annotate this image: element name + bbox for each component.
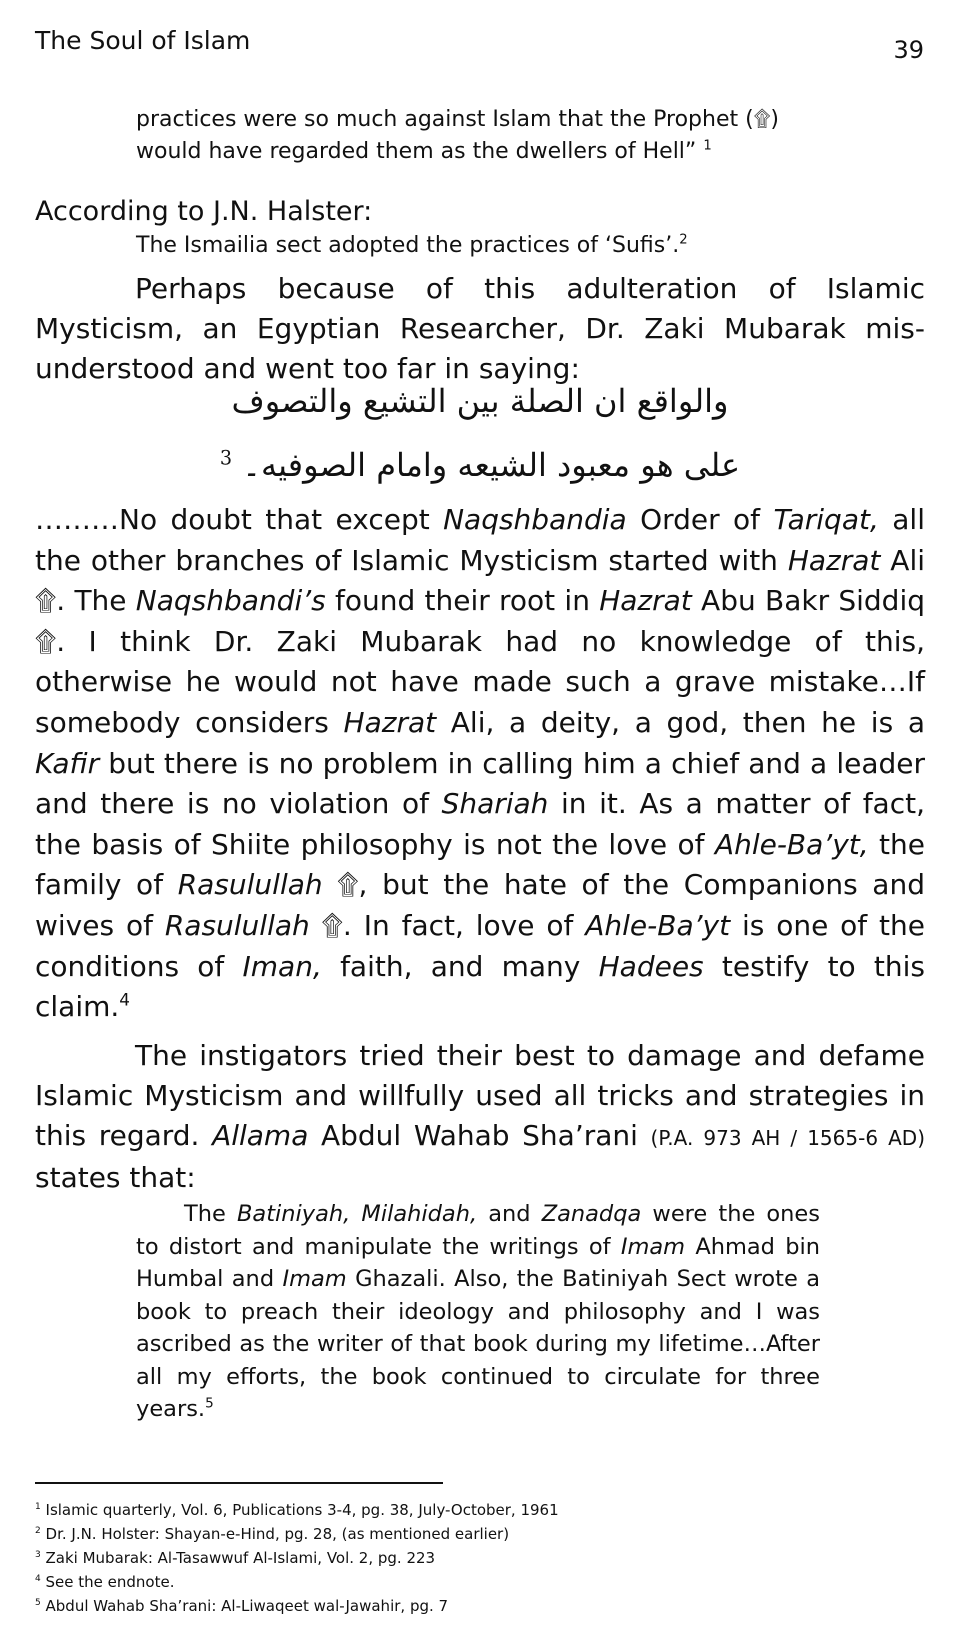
- p3-text: The instigators tried their best to damage and defame Islamic Mysticism and willfully used all tricks and strategies in this regard.: [35, 1039, 925, 1152]
- p2-text: ………No doubt that except: [35, 503, 444, 536]
- quote-2-text: The Ismailia sect adopted the practices of ‘Sufis’.: [136, 233, 680, 258]
- term-kafir: Kafir: [35, 746, 100, 780]
- quote-1-line-2: [136, 136, 836, 168]
- footnote-divider: [35, 1482, 443, 1484]
- page-number: 39: [893, 36, 924, 64]
- p2-text: testify to this claim.: [35, 949, 926, 1024]
- term-zanadqa: Zanadqa: [541, 1201, 642, 1227]
- term-hazrat: Hazrat: [787, 543, 881, 577]
- term-allama: Allama: [212, 1119, 309, 1152]
- term-hazrat: Hazrat: [343, 705, 437, 739]
- p2-text: Abu Bakr Siddiq ۩. I think Dr. Zaki Mubarak had no knowledge of this, otherwise he would not have made such a grave mistake…If somebody considers: [35, 584, 925, 739]
- p3-text: Abdul Wahab Sha’rani: [308, 1119, 651, 1152]
- footnote-number: 4: [35, 1574, 41, 1584]
- term-rasulullah: Rasulullah: [164, 908, 310, 942]
- footnote-ref-5: 5: [205, 1395, 214, 1412]
- q3-text: Ghazali. Also, the Batiniyah Sect wrote a book to preach their ideology and philosophy and I was ascribed as the writer of that book during my lifetime…After all my efforts, the book continued to circulate for three years.: [136, 1266, 820, 1422]
- footnotes: [35, 1498, 559, 1618]
- term-hadees: Hadees: [598, 949, 704, 983]
- p2-text: faith, and many: [321, 949, 599, 983]
- footnote-number: 3: [35, 1550, 41, 1560]
- q3-text: [350, 1201, 361, 1227]
- p2-text: Ali ۩. The: [35, 543, 926, 618]
- footnote-text: Zaki Mubarak: Al-Tasawwuf Al-Islami, Vol. 2, pg. 223: [45, 1549, 436, 1567]
- footnote-ref-2: 2: [679, 232, 688, 248]
- paragraph-1-text: Perhaps because of this adulteration of Islamic Mysticism, an Egyptian Researcher, Dr. Zaki Mubarak mis-understood and went too far in saying:: [35, 272, 925, 385]
- p3-text: states that:: [35, 1161, 196, 1194]
- quote-1-line-1: practices were so much against Islam that the Prophet (۩): [136, 107, 780, 132]
- intro-line: According to J.N. Halster:: [35, 196, 373, 227]
- footnote-text: Islamic quarterly, Vol. 6, Publications 3-4, pg. 38, July-October, 1961: [45, 1501, 559, 1519]
- block-quote-1: [136, 104, 836, 168]
- q3-text: Ahmad bin Humbal and: [136, 1233, 820, 1292]
- footnote-text: Dr. J.N. Holster: Shayan-e-Hind, pg. 28, (as mentioned earlier): [45, 1525, 510, 1543]
- p2-text: is one of the conditions of: [35, 908, 926, 983]
- p2-text: in it. As a matter of fact, the basis of Shiite philosophy is not the love of: [35, 787, 925, 861]
- footnote-text: See the endnote.: [45, 1573, 175, 1591]
- term-imam: Imam: [620, 1233, 686, 1260]
- p2-text: ۩. In fact, love of: [309, 908, 586, 942]
- p2-text: Order of: [626, 503, 774, 536]
- term-ahle-bayt: Ahle-Ba’yt: [585, 908, 731, 942]
- block-quote-3: [136, 1198, 820, 1426]
- q3-text: The: [184, 1201, 237, 1227]
- footnote-number: 5: [35, 1598, 41, 1608]
- arabic-quote-line-1: والواقع ان الصلة بين التشيع والتصوف: [231, 382, 729, 420]
- term-milahidah: Milahidah,: [361, 1201, 478, 1227]
- p2-text: ۩, but the hate of the Companions and wives of: [35, 868, 925, 942]
- date-note: (P.A. 973 AH / 1565-6 AD): [650, 1126, 925, 1150]
- p2-text: the family of: [35, 827, 925, 902]
- q3-text: were the ones to distort and manipulate the writings of: [136, 1201, 820, 1260]
- running-header-title: The Soul of Islam: [35, 26, 251, 55]
- term-rasulullah: Rasulullah: [177, 868, 323, 902]
- term-hazrat: Hazrat: [599, 584, 692, 618]
- term-shariah: Shariah: [441, 787, 549, 821]
- q3-text: and: [477, 1201, 542, 1227]
- arabic-quote-line-2-text: على هو معبود الشيعه وامام الصوفيه۔: [242, 446, 741, 484]
- term-iman: Iman,: [242, 949, 322, 983]
- block-quote-2: [136, 233, 688, 258]
- footnote-ref-1: 1: [703, 138, 712, 154]
- p2-text: but there is no problem in calling him a chief and a leader and there is no violation of: [35, 746, 925, 821]
- footnote-ref-3: 3: [219, 446, 233, 470]
- term-ahle-bayt: Ahle-Ba’yt,: [714, 827, 869, 861]
- quote-1-line-2-text: would have regarded them as the dwellers of Hell”: [136, 139, 697, 164]
- footnote-1: [35, 1498, 559, 1522]
- footnote-number: 1: [35, 1502, 41, 1512]
- footnote-5: [35, 1594, 559, 1618]
- footnote-2: [35, 1522, 559, 1546]
- paragraph-1: [35, 269, 925, 389]
- footnote-number: 2: [35, 1526, 41, 1536]
- term-naqshbandia: Naqshbandia: [443, 503, 627, 536]
- term-imam: Imam: [282, 1266, 347, 1292]
- p2-text: all the other branches of Islamic Mysticism started with: [35, 503, 925, 577]
- term-naqshbandis: Naqshbandi’s: [135, 584, 326, 618]
- p2-text: found their root in: [325, 584, 600, 618]
- p2-text: Ali, a deity, a god, then he is a: [436, 705, 925, 739]
- footnote-4: [35, 1570, 559, 1594]
- footnote-ref-4: 4: [119, 989, 130, 1010]
- footnote-3: [35, 1546, 559, 1570]
- footnote-text: Abdul Wahab Sha’rani: Al-Liwaqeet wal-Jawahir, pg. 7: [45, 1597, 449, 1615]
- paragraph-3: [35, 1036, 925, 1198]
- term-batiniyah: Batiniyah,: [236, 1201, 351, 1227]
- paragraph-2: [35, 500, 925, 1028]
- term-tariqat: Tariqat,: [773, 503, 879, 536]
- arabic-quote-line-2: [0, 446, 960, 484]
